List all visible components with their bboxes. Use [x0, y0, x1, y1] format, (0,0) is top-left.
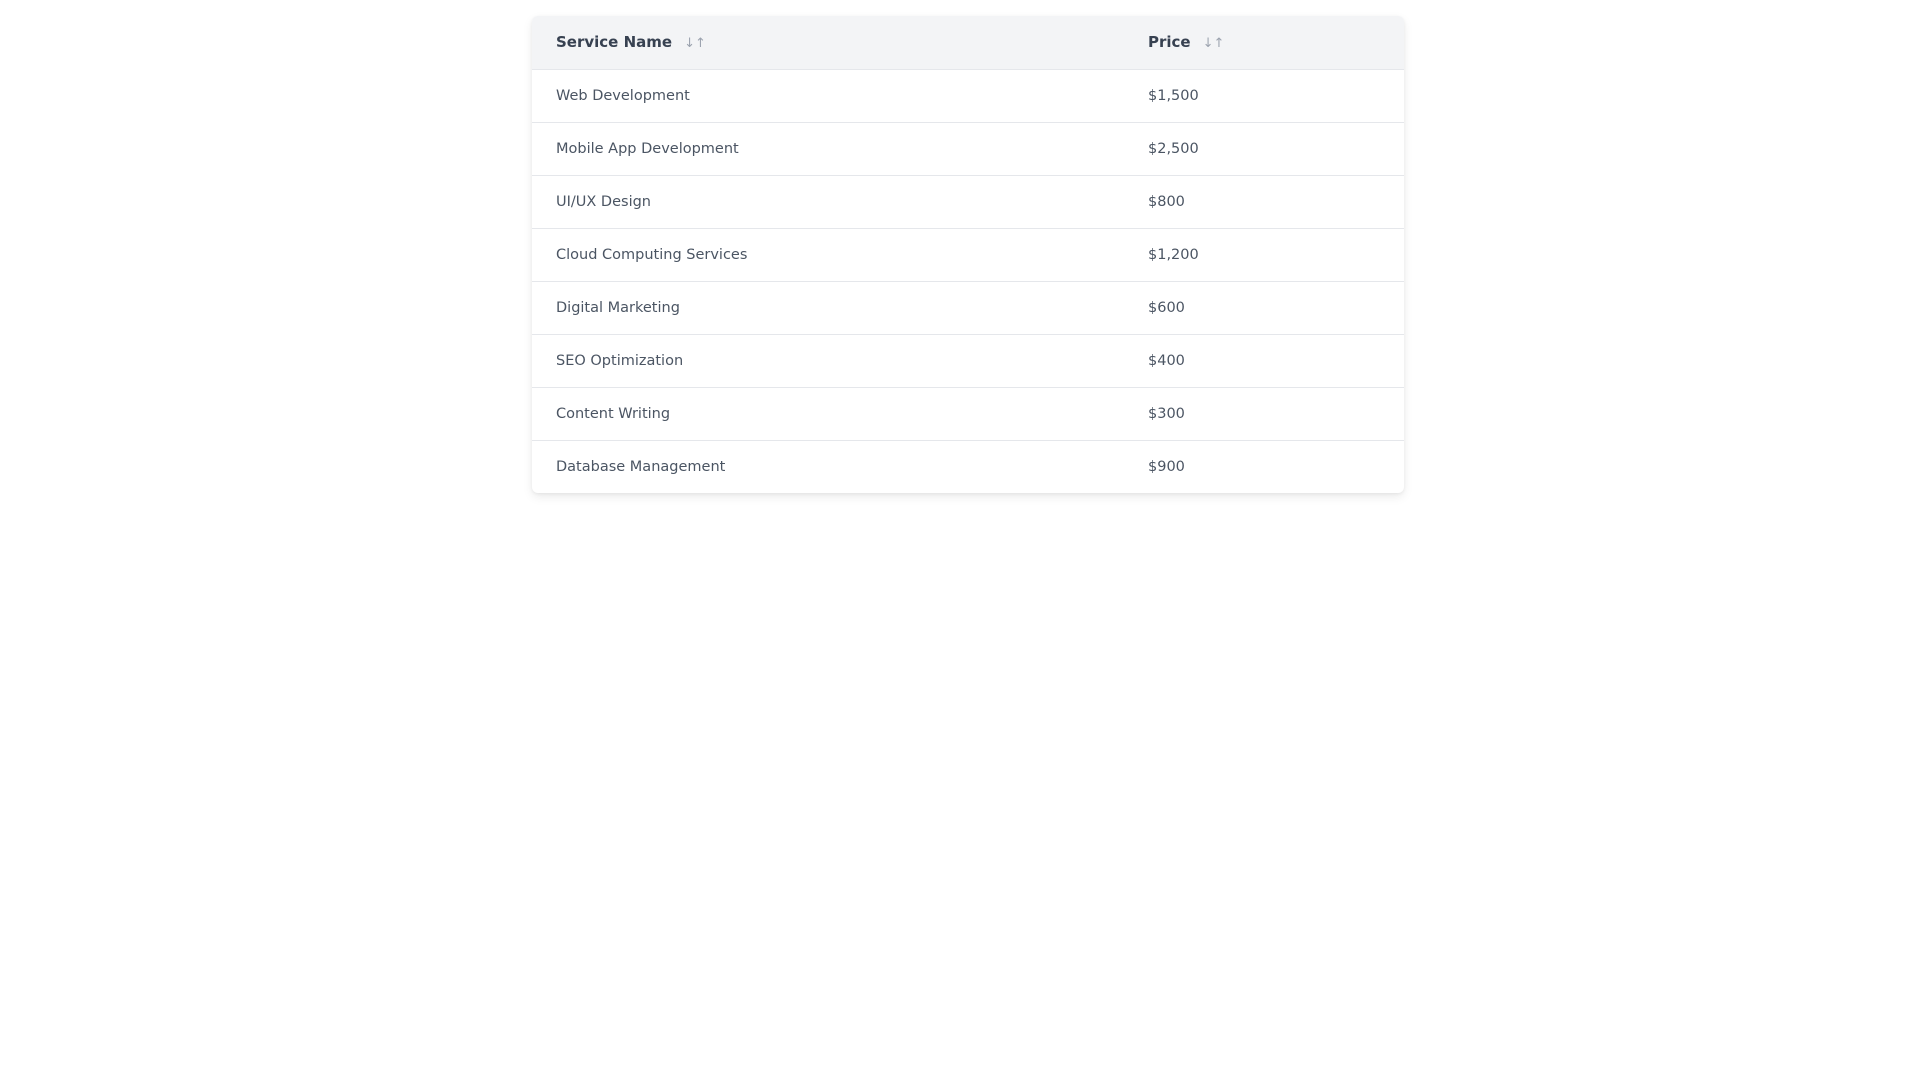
table-header — [532, 16, 1404, 69]
table-row — [532, 387, 1404, 440]
service-name-cell: SEO Optimization — [556, 352, 684, 369]
services-table-card — [532, 16, 1404, 493]
table-row — [532, 175, 1404, 228]
services-table — [532, 16, 1404, 493]
table-body — [532, 69, 1404, 493]
price-cell: $800 — [1148, 193, 1185, 210]
table-row — [532, 122, 1404, 175]
price-cell: $600 — [1148, 299, 1185, 316]
price-cell: $400 — [1148, 352, 1185, 369]
column-header-price[interactable] — [1124, 16, 1404, 69]
column-header-service-name[interactable] — [532, 16, 1124, 69]
service-name-cell: Mobile App Development — [556, 140, 739, 157]
table-row — [532, 440, 1404, 493]
sort-arrows-icon[interactable]: ↓↑ — [1202, 36, 1225, 52]
table-row — [532, 69, 1404, 122]
service-name-cell: Web Development — [556, 87, 690, 104]
price-cell: $1,500 — [1148, 87, 1199, 104]
service-name-cell: Database Management — [556, 458, 726, 475]
table-header-row — [532, 16, 1404, 69]
table-row — [532, 281, 1404, 334]
service-name-cell: Digital Marketing — [556, 299, 680, 316]
sort-arrows-icon[interactable]: ↓↑ — [684, 36, 706, 52]
price-cell: $1,200 — [1148, 246, 1199, 263]
service-name-cell: Cloud Computing Services — [556, 246, 748, 263]
table-row — [532, 228, 1404, 281]
table-row — [532, 334, 1404, 387]
price-cell: $2,500 — [1148, 140, 1199, 157]
service-name-cell: UI/UX Design — [556, 193, 651, 210]
price-cell: $900 — [1148, 458, 1185, 475]
column-header-label: Service Name — [556, 33, 673, 52]
service-name-cell: Content Writing — [556, 405, 671, 422]
price-cell: $300 — [1148, 405, 1185, 422]
column-header-label: Price — [1148, 33, 1191, 52]
